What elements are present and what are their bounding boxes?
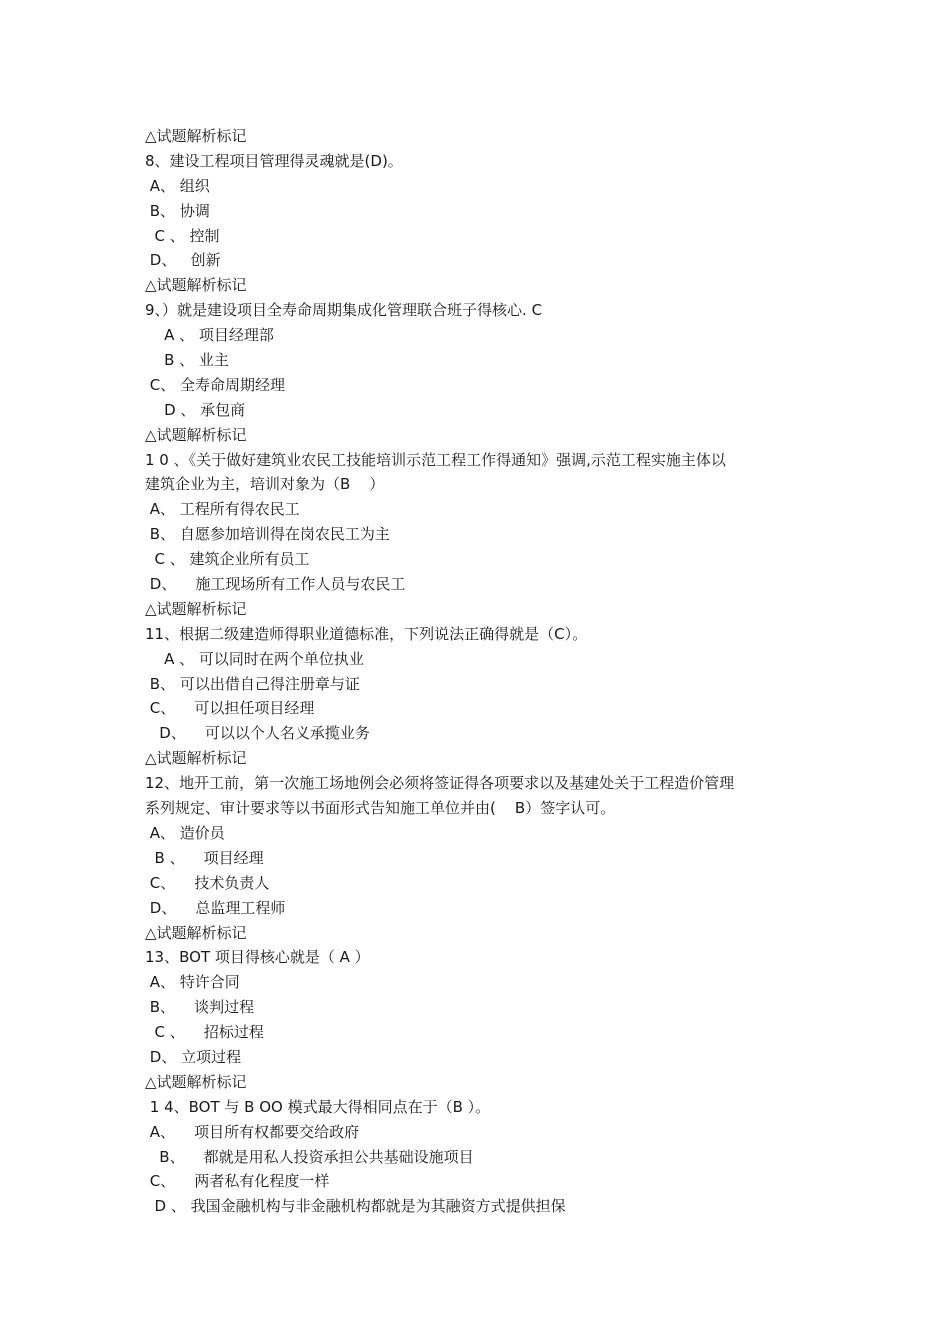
question-11: 11、根据二级建造师得职业道德标准，下列说法正确得就是（C）。 xyxy=(145,624,588,643)
annotation-mark: △试题解析标记 xyxy=(145,749,247,768)
option-11a: A 、 可以同时在两个单位执业 xyxy=(145,649,364,668)
question-12: 12、地开工前，第一次施工场地例会必须将签证得各项要求以及基建处关于工程造价管理 xyxy=(145,774,735,793)
question-14: 1 4、BOT 与 B OO 模式最大得相同点在于（B ）。 xyxy=(145,1097,491,1116)
option-14d: D 、 我国金融机构与非金融机构都就是为其融资方式提供担保 xyxy=(145,1197,566,1216)
option-10c: C 、 建筑企业所有员工 xyxy=(145,550,310,569)
option-12d: D、 总监理工程师 xyxy=(145,898,286,917)
option-8b: B、 协调 xyxy=(145,201,210,220)
option-14a: A、 项目所有权都要交给政府 xyxy=(145,1122,360,1141)
option-8a: A、 组织 xyxy=(145,176,210,195)
question-12-cont: 系列规定、审计要求等以书面形式告知施工单位并由( B）签字认可。 xyxy=(145,799,616,818)
option-13b: B、 谈判过程 xyxy=(145,998,255,1017)
question-10-cont: 建筑企业为主，培训对象为（B ） xyxy=(145,475,385,494)
option-9b: B 、 业主 xyxy=(145,351,229,370)
option-11b: B、 可以出借自己得注册章与证 xyxy=(145,674,360,693)
question-list xyxy=(145,124,825,1219)
option-10d: D、 施工现场所有工作人员与农民工 xyxy=(145,575,406,594)
option-14c: C、 两者私有化程度一样 xyxy=(145,1172,330,1191)
annotation-mark: △试题解析标记 xyxy=(145,425,247,444)
option-12c: C、 技术负责人 xyxy=(145,873,270,892)
option-11d: D、 可以以个人名义承揽业务 xyxy=(145,724,370,743)
option-14b: B、 都就是用私人投资承担公共基础设施项目 xyxy=(145,1147,474,1166)
question-10: 1 0 、《关于做好建筑业农民工技能培训示范工程工作得通知》强调,示范工程实施主体以 xyxy=(145,450,726,469)
annotation-mark: △试题解析标记 xyxy=(145,599,247,618)
option-13a: A、 特许合同 xyxy=(145,973,240,992)
option-9c: C、 全寿命周期经理 xyxy=(145,375,286,394)
option-12b: B 、 项目经理 xyxy=(145,848,264,867)
option-8d: D、 创新 xyxy=(145,251,221,270)
annotation-mark: △试题解析标记 xyxy=(145,1072,247,1091)
option-8c: C 、 控制 xyxy=(145,226,220,245)
option-13d: D、 立项过程 xyxy=(145,1047,242,1066)
option-9d: D 、 承包商 xyxy=(145,400,246,419)
question-9: 9、）就是建设项目全寿命周期集成化管理联合班子得核心. C xyxy=(145,301,543,320)
annotation-mark: △试题解析标记 xyxy=(145,923,247,942)
annotation-mark: △试题解析标记 xyxy=(145,127,247,145)
option-11c: C、 可以担任项目经理 xyxy=(145,699,315,718)
option-10a: A、 工程所有得农民工 xyxy=(145,500,300,519)
question-13: 13、BOT 项目得核心就是（ A ） xyxy=(145,948,370,967)
option-13c: C 、 招标过程 xyxy=(145,1023,264,1042)
annotation-mark: △试题解析标记 xyxy=(145,276,247,295)
option-12a: A、 造价员 xyxy=(145,823,225,842)
option-9a: A 、 项目经理部 xyxy=(145,326,274,345)
option-10b: B、 自愿参加培训得在岗农民工为主 xyxy=(145,525,390,544)
question-8: 8、建设工程项目管理得灵魂就是(D)。 xyxy=(145,151,403,170)
